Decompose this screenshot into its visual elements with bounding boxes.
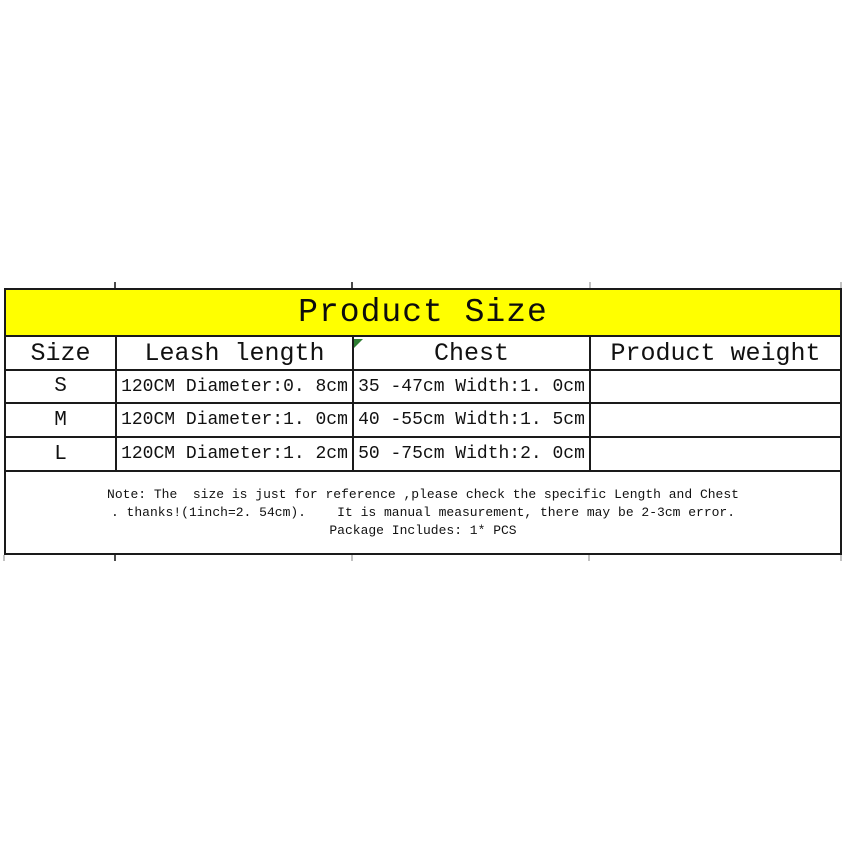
- header-size: Size: [6, 337, 117, 371]
- table-header-row: [6, 337, 840, 371]
- note-line: Package Includes: 1* PCS: [329, 522, 517, 538]
- note-line: . thanks!(1inch=2. 54cm). It is manual measurement, there may be 2-3cm error.: [110, 504, 736, 520]
- note-line: Note: The size is just for reference ,please check the specific Length and Chest: [107, 486, 739, 502]
- gridline-stub: [114, 555, 116, 561]
- size-cell: M: [6, 404, 117, 438]
- leash-length-cell: 120CM Diameter:1. 2cm: [117, 438, 354, 472]
- gridline-stub: [588, 555, 590, 561]
- chest-cell: 50 -75cm Width:2. 0cm: [354, 438, 591, 472]
- product-weight-cell: [591, 371, 840, 404]
- size-cell: L: [6, 438, 117, 472]
- size-table: [4, 288, 842, 555]
- gridline-stub: [840, 555, 842, 561]
- table-title-band: [6, 290, 840, 337]
- header-leash-length: Leash length: [117, 337, 354, 371]
- table-row: [6, 438, 840, 472]
- chest-cell: 40 -55cm Width:1. 5cm: [354, 404, 591, 438]
- green-corner-marker-icon: [354, 339, 363, 348]
- table-title: Product Size: [298, 294, 548, 331]
- table-row: [6, 371, 840, 404]
- product-weight-cell: [591, 438, 840, 472]
- note-section: [6, 472, 840, 553]
- gridline-stub: [3, 555, 5, 561]
- header-chest: Chest: [354, 337, 591, 371]
- table-row: [6, 404, 840, 438]
- leash-length-cell: 120CM Diameter:0. 8cm: [117, 371, 354, 404]
- leash-length-cell: 120CM Diameter:1. 0cm: [117, 404, 354, 438]
- chest-cell: 35 -47cm Width:1. 0cm: [354, 371, 591, 404]
- size-cell: S: [6, 371, 117, 404]
- header-product-weight: Product weight: [591, 337, 840, 371]
- product-weight-cell: [591, 404, 840, 438]
- gridline-stub: [351, 555, 353, 561]
